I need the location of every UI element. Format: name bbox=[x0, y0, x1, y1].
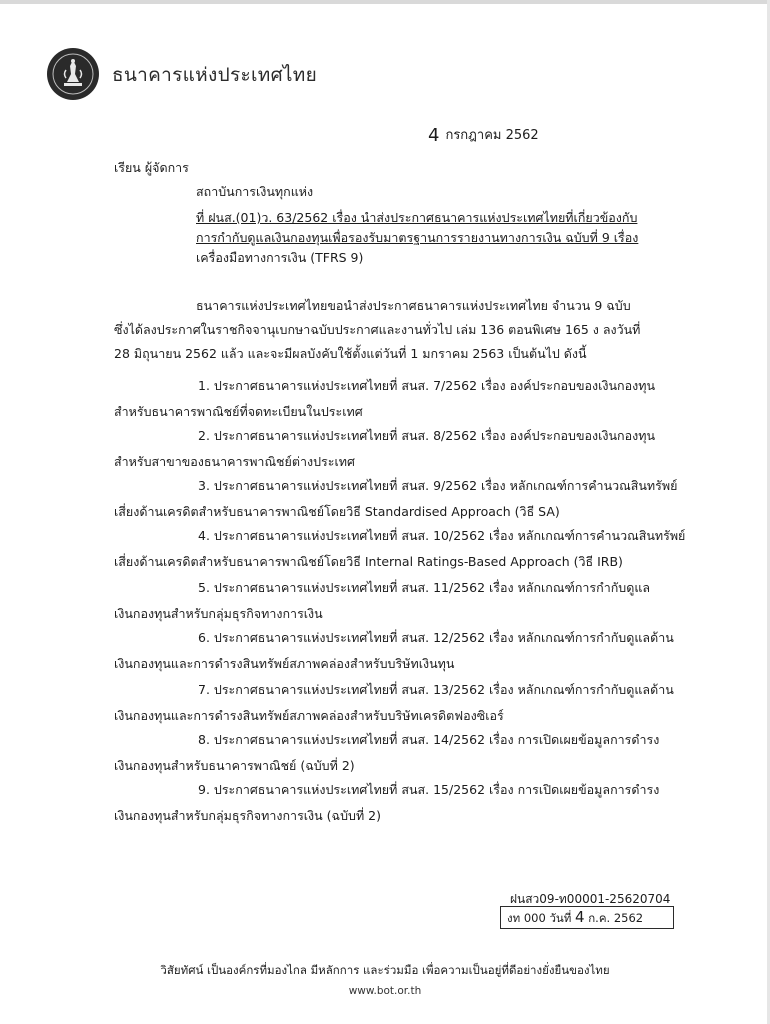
footer-vision: วิสัยทัศน์ เป็นองค์กรที่มองไกล มีหลักการ และร่วมมือ เพื่อความเป็นอยู่ที่ดีอย่างยั่งยืนของไทย bbox=[160, 963, 610, 977]
item-title: 4. ประกาศธนาคารแห่งประเทศไทยที่ สนส. 10/2562 เรื่อง หลักเกณฑ์การคำนวณสินทรัพย์ bbox=[198, 528, 686, 543]
subject-line: ที่ ฝนส.(01)ว. 63/2562 เรื่อง นำส่งประกาศธนาคารแห่งประเทศไทยที่เกี่ยวข้องกับ bbox=[196, 210, 638, 225]
bank-name: ธนาคารแห่งประเทศไทย bbox=[112, 64, 318, 86]
item-title: 5. ประกาศธนาคารแห่งประเทศไทยที่ สนส. 11/2562 เรื่อง หลักเกณฑ์การกำกับดูแล bbox=[198, 580, 651, 595]
announcement-item bbox=[114, 376, 674, 422]
announcement-item bbox=[114, 680, 674, 726]
item-continuation: เงินกองทุนสำหรับกลุ่มธุรกิจทางการเงิน bbox=[114, 606, 323, 621]
stamp-suffix: ก.ค. 2562 bbox=[588, 911, 644, 925]
item-continuation: สำหรับสาขาของธนาคารพาณิชย์ต่างประเทศ bbox=[114, 454, 355, 469]
item-title: 9. ประกาศธนาคารแห่งประเทศไทยที่ สนส. 15/2562 เรื่อง การเปิดเผยข้อมูลการดำรง bbox=[198, 782, 660, 797]
announcement-item bbox=[114, 526, 686, 572]
letter-date bbox=[428, 124, 539, 146]
item-title: 8. ประกาศธนาคารแห่งประเทศไทยที่ สนส. 14/2562 เรื่อง การเปิดเผยข้อมูลการดำรง bbox=[198, 732, 660, 747]
item-continuation: เงินกองทุนและการดำรงสินทรัพย์สภาพคล่องสำหรับบริษัทเงินทุน bbox=[114, 656, 455, 671]
intro-line: ซึ่งได้ลงประกาศในราชกิจจานุเบกษาฉบับประกาศและงานทั่วไป เล่ม 136 ตอนพิเศษ 165 ง ลงวันที่ bbox=[114, 322, 641, 337]
footer-website: www.bot.or.th bbox=[348, 985, 422, 997]
item-title: 1. ประกาศธนาคารแห่งประเทศไทยที่ สนส. 7/2562 เรื่อง องค์ประกอบของเงินกองทุน bbox=[198, 378, 656, 393]
item-title: 3. ประกาศธนาคารแห่งประเทศไทยที่ สนส. 9/2562 เรื่อง หลักเกณฑ์การคำนวณสินทรัพย์ bbox=[198, 478, 678, 493]
intro-line: 28 มิถุนายน 2562 แล้ว และจะมีผลบังคับใช้ตั้งแต่วันที่ 1 มกราคม 2563 เป็นต้นไป ดังนี้ bbox=[114, 346, 587, 361]
item-title: 6. ประกาศธนาคารแห่งประเทศไทยที่ สนส. 12/2562 เรื่อง หลักเกณฑ์การกำกับดูแลด้าน bbox=[198, 630, 674, 645]
item-continuation: เงินกองทุนสำหรับธนาคารพาณิชย์ (ฉบับที่ 2) bbox=[114, 758, 355, 773]
stamp-prefix: งท 000 วันที่ bbox=[507, 911, 572, 925]
item-continuation: สำหรับธนาคารพาณิชย์ที่จดทะเบียนในประเทศ bbox=[114, 404, 363, 419]
salutation: เรียน ผู้จัดการ bbox=[114, 160, 189, 175]
announcement-item bbox=[114, 426, 674, 472]
bank-emblem-icon bbox=[47, 48, 99, 100]
item-continuation: เสี่ยงด้านเครดิตสำหรับธนาคารพาณิชย์โดยวิธี Internal Ratings-Based Approach (วิธี IRB) bbox=[114, 554, 623, 569]
item-continuation: เงินกองทุนสำหรับกลุ่มธุรกิจทางการเงิน (ฉบับที่ 2) bbox=[114, 808, 381, 823]
date-month-year: กรกฎาคม 2562 bbox=[445, 128, 539, 143]
date-day: 4 bbox=[428, 125, 440, 146]
subject-reference bbox=[196, 210, 658, 270]
announcement-item bbox=[114, 780, 674, 826]
intro-line: ธนาคารแห่งประเทศไทยขอนำส่งประกาศธนาคารแห่งประเทศไทย จำนวน 9 ฉบับ bbox=[196, 298, 631, 313]
item-continuation: เงินกองทุนและการดำรงสินทรัพย์สภาพคล่องสำหรับบริษัทเครดิตฟองซิเอร์ bbox=[114, 708, 504, 723]
subject-line: เครื่องมือทางการเงิน (TFRS 9) bbox=[196, 250, 364, 265]
subject-line: การกำกับดูแลเงินกองทุนเพื่อรองรับมาตรฐานการรายงานทางการเงิน ฉบับที่ 9 เรื่อง bbox=[196, 230, 639, 245]
document-number: ฝนสว09-ท00001-25620704 bbox=[510, 892, 671, 906]
announcement-item bbox=[114, 730, 674, 776]
announcement-item bbox=[114, 628, 674, 674]
receipt-stamp bbox=[500, 906, 674, 929]
item-title: 7. ประกาศธนาคารแห่งประเทศไทยที่ สนส. 13/2562 เรื่อง หลักเกณฑ์การกำกับดูแลด้าน bbox=[198, 682, 674, 697]
announcement-item bbox=[114, 578, 674, 624]
announcement-item bbox=[114, 476, 678, 522]
scan-edge-top bbox=[0, 0, 770, 4]
item-title: 2. ประกาศธนาคารแห่งประเทศไทยที่ สนส. 8/2562 เรื่อง องค์ประกอบของเงินกองทุน bbox=[198, 428, 656, 443]
stamp-day: 4 bbox=[575, 908, 585, 926]
item-continuation: เสี่ยงด้านเครดิตสำหรับธนาคารพาณิชย์โดยวิธี Standardised Approach (วิธี SA) bbox=[114, 504, 560, 519]
recipient-institution: สถาบันการเงินทุกแห่ง bbox=[196, 184, 314, 199]
